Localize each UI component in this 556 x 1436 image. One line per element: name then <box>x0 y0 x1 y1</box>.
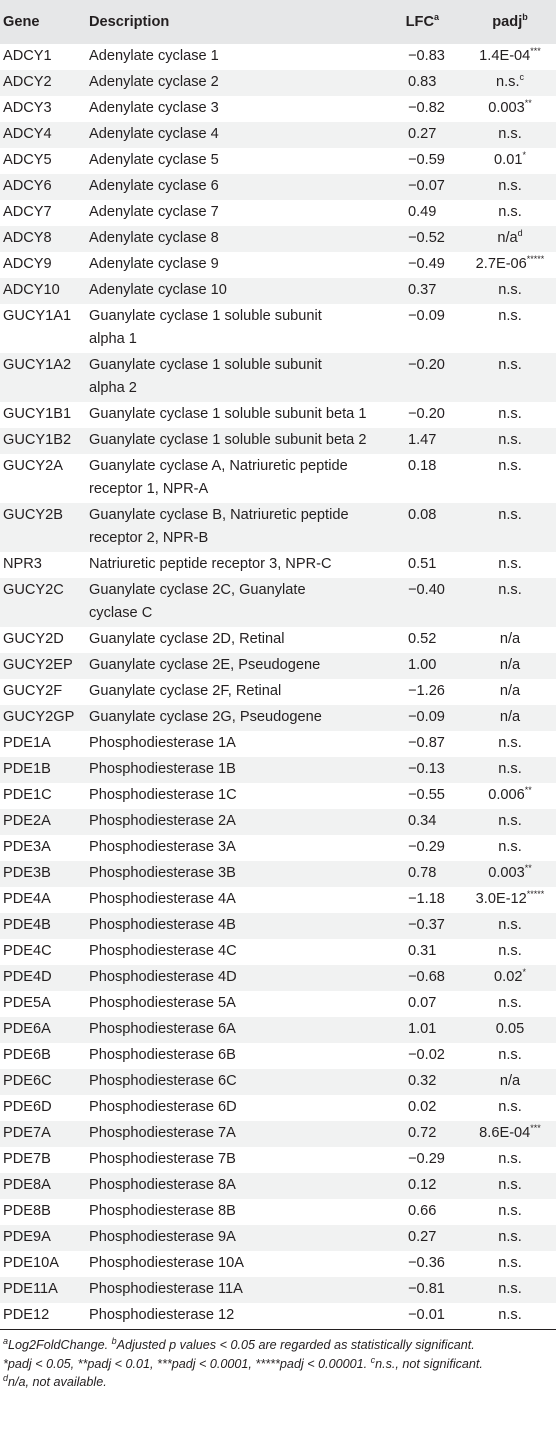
table-row <box>0 1251 556 1277</box>
cell-lfc: −0.49 <box>408 256 445 272</box>
table-row <box>0 1199 556 1225</box>
cell-description: Adenylate cyclase 7 <box>89 204 219 220</box>
header-gene: Gene <box>3 14 40 30</box>
cell-gene: GUCY2F <box>3 683 63 699</box>
table-row <box>0 226 556 252</box>
cell-lfc: 1.47 <box>408 432 437 448</box>
cell-lfc: 0.78 <box>408 865 437 881</box>
cell-padj: n.s. <box>498 204 522 220</box>
cell-lfc: −0.07 <box>408 178 445 194</box>
table-row <box>0 627 556 653</box>
cell-padj: 0.006** <box>488 785 532 803</box>
cell-gene: NPR3 <box>3 556 42 572</box>
cell-gene: GUCY2B <box>3 507 64 523</box>
cell-gene: PDE8B <box>3 1203 51 1219</box>
cell-padj: n.s. <box>498 507 522 523</box>
cell-padj: 0.01* <box>494 150 526 168</box>
cell-description: Guanylate cyclase 1 soluble subunit alpha 1 <box>89 308 322 347</box>
cell-gene: GUCY1B1 <box>3 406 72 422</box>
cell-description: Natriuretic peptide receptor 3, NPR-C <box>89 556 332 572</box>
cell-lfc: −0.20 <box>408 406 445 422</box>
cell-lfc: −1.18 <box>408 891 445 907</box>
cell-lfc: 0.83 <box>408 74 437 90</box>
cell-description: Adenylate cyclase 2 <box>89 74 219 90</box>
cell-padj: n.s. <box>498 308 522 324</box>
table-row <box>0 991 556 1017</box>
cell-gene: GUCY2D <box>3 631 64 647</box>
cell-gene: GUCY2EP <box>3 657 73 673</box>
header-row <box>0 0 556 44</box>
table-row <box>0 1277 556 1303</box>
cell-description: Phosphodiesterase 1C <box>89 787 237 803</box>
cell-padj: 1.4E-04*** <box>479 46 541 64</box>
cell-description: Phosphodiesterase 4C <box>89 943 237 959</box>
table-row <box>0 304 556 353</box>
table-row <box>0 578 556 627</box>
cell-lfc: 1.01 <box>408 1021 437 1037</box>
table-row <box>0 913 556 939</box>
cell-lfc: 0.37 <box>408 282 437 298</box>
footnote-marker: b <box>522 12 528 23</box>
cell-padj: n.s. <box>498 357 522 373</box>
cell-gene: GUCY2A <box>3 458 64 474</box>
cell-description: Guanylate cyclase 2C, Guanylate cyclase C <box>89 582 306 621</box>
significance-marker: d <box>517 228 523 239</box>
cell-description: Phosphodiesterase 12 <box>89 1307 235 1323</box>
cell-description: Phosphodiesterase 11A <box>89 1281 243 1297</box>
cell-gene: GUCY2C <box>3 582 64 598</box>
cell-description: Phosphodiesterase 10A <box>89 1255 244 1271</box>
cell-lfc: −0.20 <box>408 357 445 373</box>
table-row <box>0 1121 556 1147</box>
cell-lfc: −0.59 <box>408 152 445 168</box>
cell-padj: n.s. <box>498 917 522 933</box>
cell-padj: n.s. <box>498 735 522 751</box>
cell-description: Guanylate cyclase A, Natriuretic peptide receptor 1, NPR-A <box>89 458 348 497</box>
cell-gene: ADCY3 <box>3 100 52 116</box>
cell-gene: PDE3B <box>3 865 51 881</box>
header-lfc: LFC$^a$ <box>405 12 439 30</box>
cell-padj: n.s. <box>498 1047 522 1063</box>
cell-description: Phosphodiesterase 7B <box>89 1151 236 1167</box>
cell-gene: PDE11A <box>3 1281 58 1297</box>
cell-description: Adenylate cyclase 10 <box>89 282 227 298</box>
table-row <box>0 278 556 304</box>
significance-marker: ** <box>524 785 532 796</box>
cell-lfc: 0.66 <box>408 1203 437 1219</box>
significance-marker: ***** <box>526 254 545 265</box>
cell-padj: 0.003** <box>488 98 532 116</box>
significance-marker: * <box>522 967 526 978</box>
cell-description: Phosphodiesterase 4D <box>89 969 237 985</box>
cell-gene: PDE8A <box>3 1177 51 1193</box>
table-row <box>0 454 556 503</box>
cell-description: Phosphodiesterase 5A <box>89 995 236 1011</box>
cell-padj: n.s. <box>498 1177 522 1193</box>
cell-description: Phosphodiesterase 4A <box>89 891 236 907</box>
cell-description: Phosphodiesterase 6D <box>89 1099 237 1115</box>
cell-description: Phosphodiesterase 6B <box>89 1047 236 1063</box>
table-row <box>0 783 556 809</box>
cell-padj: n.s. <box>498 1151 522 1167</box>
cell-padj: 2.7E-06***** <box>475 254 545 272</box>
cell-description: Phosphodiesterase 3A <box>89 839 236 855</box>
cell-padj: n/a <box>499 631 521 647</box>
table-row <box>0 1173 556 1199</box>
table-row <box>0 965 556 991</box>
cell-lfc: 1.00 <box>408 657 437 673</box>
cell-padj: n.s. <box>498 556 522 572</box>
cell-gene: PDE5A <box>3 995 51 1011</box>
cell-lfc: −0.36 <box>408 1255 445 1271</box>
table-row <box>0 122 556 148</box>
cell-description: Phosphodiesterase 6C <box>89 1073 237 1089</box>
cell-gene: ADCY2 <box>3 74 52 90</box>
cell-lfc: 0.34 <box>408 813 437 829</box>
significance-marker: ***** <box>526 889 545 900</box>
cell-lfc: 0.32 <box>408 1073 437 1089</box>
cell-gene: PDE6A <box>3 1021 51 1037</box>
cell-lfc: 0.08 <box>408 507 437 523</box>
significance-marker: *** <box>530 1123 541 1134</box>
cell-lfc: −0.37 <box>408 917 445 933</box>
cell-gene: PDE6D <box>3 1099 52 1115</box>
cell-description: Guanylate cyclase 1 soluble subunit beta 2 <box>89 432 367 448</box>
table-row <box>0 200 556 226</box>
cell-lfc: 0.49 <box>408 204 437 220</box>
table-row <box>0 835 556 861</box>
cell-lfc: −0.29 <box>408 839 445 855</box>
cell-padj: n.s. <box>498 126 522 142</box>
table-row <box>0 252 556 278</box>
cell-gene: PDE6C <box>3 1073 52 1089</box>
cell-lfc: −0.55 <box>408 787 445 803</box>
cell-gene: GUCY2GP <box>3 709 75 725</box>
cell-padj: n.s. <box>498 1255 522 1271</box>
cell-padj: n.s. <box>498 282 522 298</box>
cell-description: Phosphodiesterase 4B <box>89 917 236 933</box>
cell-padj: 8.6E-04*** <box>479 1123 541 1141</box>
table-row <box>0 809 556 835</box>
cell-gene: PDE9A <box>3 1229 51 1245</box>
cell-description: Adenylate cyclase 9 <box>89 256 219 272</box>
cell-lfc: −0.52 <box>408 230 445 246</box>
cell-description: Phosphodiesterase 2A <box>89 813 236 829</box>
cell-gene: ADCY4 <box>3 126 52 142</box>
cell-lfc: 0.51 <box>408 556 437 572</box>
table-row <box>0 757 556 783</box>
cell-lfc: −0.09 <box>408 308 445 324</box>
cell-padj: n.s. <box>498 943 522 959</box>
cell-gene: PDE7B <box>3 1151 51 1167</box>
cell-gene: GUCY1B2 <box>3 432 72 448</box>
table-row <box>0 731 556 757</box>
cell-gene: PDE3A <box>3 839 51 855</box>
cell-gene: PDE6B <box>3 1047 51 1063</box>
cell-lfc: 0.12 <box>408 1177 437 1193</box>
table-body <box>0 44 556 1329</box>
cell-padj: n.s. <box>498 813 522 829</box>
cell-gene: PDE12 <box>3 1307 50 1323</box>
table-row <box>0 552 556 578</box>
cell-gene: PDE10A <box>3 1255 59 1271</box>
cell-description: Adenylate cyclase 8 <box>89 230 219 246</box>
header-description: Description <box>89 14 170 30</box>
table-row <box>0 1043 556 1069</box>
cell-padj: n.s. <box>498 1307 522 1323</box>
table-row <box>0 148 556 174</box>
cell-padj: n.s. <box>498 1099 522 1115</box>
table-row <box>0 503 556 552</box>
table-footnotes <box>0 1329 556 1392</box>
table-row <box>0 402 556 428</box>
footnote-line: *padj < 0.05, **padj < 0.01, ***padj < 0.0001, *****padj < 0.00001. $^c$n.s., not significant. <box>3 1354 483 1371</box>
cell-padj: n.s.$^c$ <box>495 72 525 90</box>
table-row <box>0 70 556 96</box>
cell-padj: 3.0E-12***** <box>475 889 545 907</box>
cell-lfc: 0.27 <box>408 126 437 142</box>
table-row <box>0 428 556 454</box>
header-padj: padj$^b$ <box>492 12 528 30</box>
significance-marker: *** <box>530 46 541 57</box>
cell-description: Phosphodiesterase 7A <box>89 1125 236 1141</box>
cell-lfc: −0.40 <box>408 582 445 598</box>
significance-marker: ** <box>524 98 532 109</box>
cell-description: Guanylate cyclase 2F, Retinal <box>89 683 282 699</box>
cell-gene: ADCY9 <box>3 256 52 272</box>
cell-padj: n.s. <box>498 178 522 194</box>
cell-gene: PDE4A <box>3 891 51 907</box>
cell-lfc: −0.09 <box>408 709 445 725</box>
cell-gene: ADCY1 <box>3 48 52 64</box>
cell-lfc: −1.26 <box>408 683 445 699</box>
cell-lfc: −0.82 <box>408 100 445 116</box>
cell-lfc: −0.01 <box>408 1307 445 1323</box>
table-row <box>0 705 556 731</box>
cell-padj: n/a <box>499 683 521 699</box>
table-row <box>0 887 556 913</box>
table-row <box>0 1095 556 1121</box>
cell-padj: 0.02* <box>494 967 526 985</box>
cell-description: Phosphodiesterase 1B <box>89 761 236 777</box>
cell-padj: 0.003** <box>488 863 532 881</box>
cell-description: Phosphodiesterase 8A <box>89 1177 236 1193</box>
cell-gene: PDE2A <box>3 813 51 829</box>
cell-description: Guanylate cyclase 2G, Pseudogene <box>89 709 322 725</box>
cell-padj: n.s. <box>498 432 522 448</box>
cell-gene: PDE1A <box>3 735 51 751</box>
cell-description: Phosphodiesterase 6A <box>89 1021 236 1037</box>
cell-padj: n.s. <box>498 1281 522 1297</box>
cell-lfc: −0.68 <box>408 969 445 985</box>
table-row <box>0 44 556 70</box>
cell-gene: GUCY1A1 <box>3 308 72 324</box>
cell-gene: ADCY5 <box>3 152 52 168</box>
footnote-line: $^d$n/a, not available. <box>3 1372 107 1389</box>
cell-gene: PDE4B <box>3 917 51 933</box>
cell-gene: PDE4C <box>3 943 52 959</box>
table-row <box>0 174 556 200</box>
cell-padj: $n/a^d$ <box>497 228 523 246</box>
cell-description: Adenylate cyclase 4 <box>89 126 219 142</box>
cell-description: Adenylate cyclase 6 <box>89 178 219 194</box>
cell-lfc: 0.52 <box>408 631 437 647</box>
cell-gene: PDE4D <box>3 969 52 985</box>
table-row <box>0 1017 556 1043</box>
footnote-marker: a <box>433 12 439 23</box>
cell-padj: n.s. <box>498 995 522 1011</box>
cell-lfc: 0.72 <box>408 1125 437 1141</box>
significance-marker: ** <box>524 863 532 874</box>
cell-lfc: 0.27 <box>408 1229 437 1245</box>
cell-padj: n.s. <box>498 1229 522 1245</box>
cell-padj: n/a <box>499 709 521 725</box>
table-row <box>0 1225 556 1251</box>
table-row <box>0 1147 556 1173</box>
cell-padj: 0.05 <box>495 1021 525 1037</box>
cell-description: Adenylate cyclase 3 <box>89 100 219 116</box>
table-row <box>0 939 556 965</box>
cell-padj: n.s. <box>498 582 522 598</box>
cell-gene: ADCY6 <box>3 178 52 194</box>
cell-description: Guanylate cyclase 1 soluble subunit alpha 2 <box>89 357 322 396</box>
cell-gene: ADCY10 <box>3 282 60 298</box>
table-row <box>0 861 556 887</box>
cell-padj: n/a <box>499 1073 521 1089</box>
cell-lfc: −0.02 <box>408 1047 445 1063</box>
table-row <box>0 1069 556 1095</box>
table-row <box>0 1303 556 1329</box>
cell-description: Phosphodiesterase 3B <box>89 865 236 881</box>
cell-lfc: −0.29 <box>408 1151 445 1167</box>
cell-lfc: −0.83 <box>408 48 445 64</box>
significance-marker: * <box>522 150 526 161</box>
cell-gene: PDE1C <box>3 787 52 803</box>
cell-padj: n.s. <box>498 458 522 474</box>
cell-gene: GUCY1A2 <box>3 357 72 373</box>
table-row <box>0 353 556 402</box>
table-row <box>0 96 556 122</box>
cell-description: Guanylate cyclase 2D, Retinal <box>89 631 285 647</box>
cell-lfc: 0.02 <box>408 1099 437 1115</box>
cell-description: Adenylate cyclase 5 <box>89 152 219 168</box>
cell-lfc: −0.87 <box>408 735 445 751</box>
cell-padj: n/a <box>499 657 521 673</box>
cell-gene: ADCY8 <box>3 230 52 246</box>
cell-description: Guanylate cyclase 2E, Pseudogene <box>89 657 321 673</box>
cell-lfc: −0.81 <box>408 1281 445 1297</box>
table-row <box>0 679 556 705</box>
cell-description: Guanylate cyclase 1 soluble subunit beta 1 <box>89 406 367 422</box>
cell-lfc: −0.13 <box>408 761 445 777</box>
cell-padj: n.s. <box>498 1203 522 1219</box>
cell-gene: PDE7A <box>3 1125 51 1141</box>
cell-padj: n.s. <box>498 839 522 855</box>
cell-padj: n.s. <box>498 406 522 422</box>
cell-lfc: 0.18 <box>408 458 437 474</box>
cell-gene: ADCY7 <box>3 204 52 220</box>
table-row <box>0 653 556 679</box>
cell-description: Guanylate cyclase B, Natriuretic peptide receptor 2, NPR-B <box>89 507 349 546</box>
cell-description: Phosphodiesterase 9A <box>89 1229 236 1245</box>
cell-lfc: 0.07 <box>408 995 437 1011</box>
cell-description: Phosphodiesterase 8B <box>89 1203 236 1219</box>
cell-description: Adenylate cyclase 1 <box>89 48 219 64</box>
cell-description: Phosphodiesterase 1A <box>89 735 236 751</box>
cell-gene: PDE1B <box>3 761 51 777</box>
significance-marker: c <box>519 72 525 83</box>
cell-padj: n.s. <box>498 761 522 777</box>
footnote-line: $^a$Log2FoldChange. $^b$Adjusted p values < 0.05 are regarded as statistically significant. <box>3 1335 475 1352</box>
cell-lfc: 0.31 <box>408 943 437 959</box>
